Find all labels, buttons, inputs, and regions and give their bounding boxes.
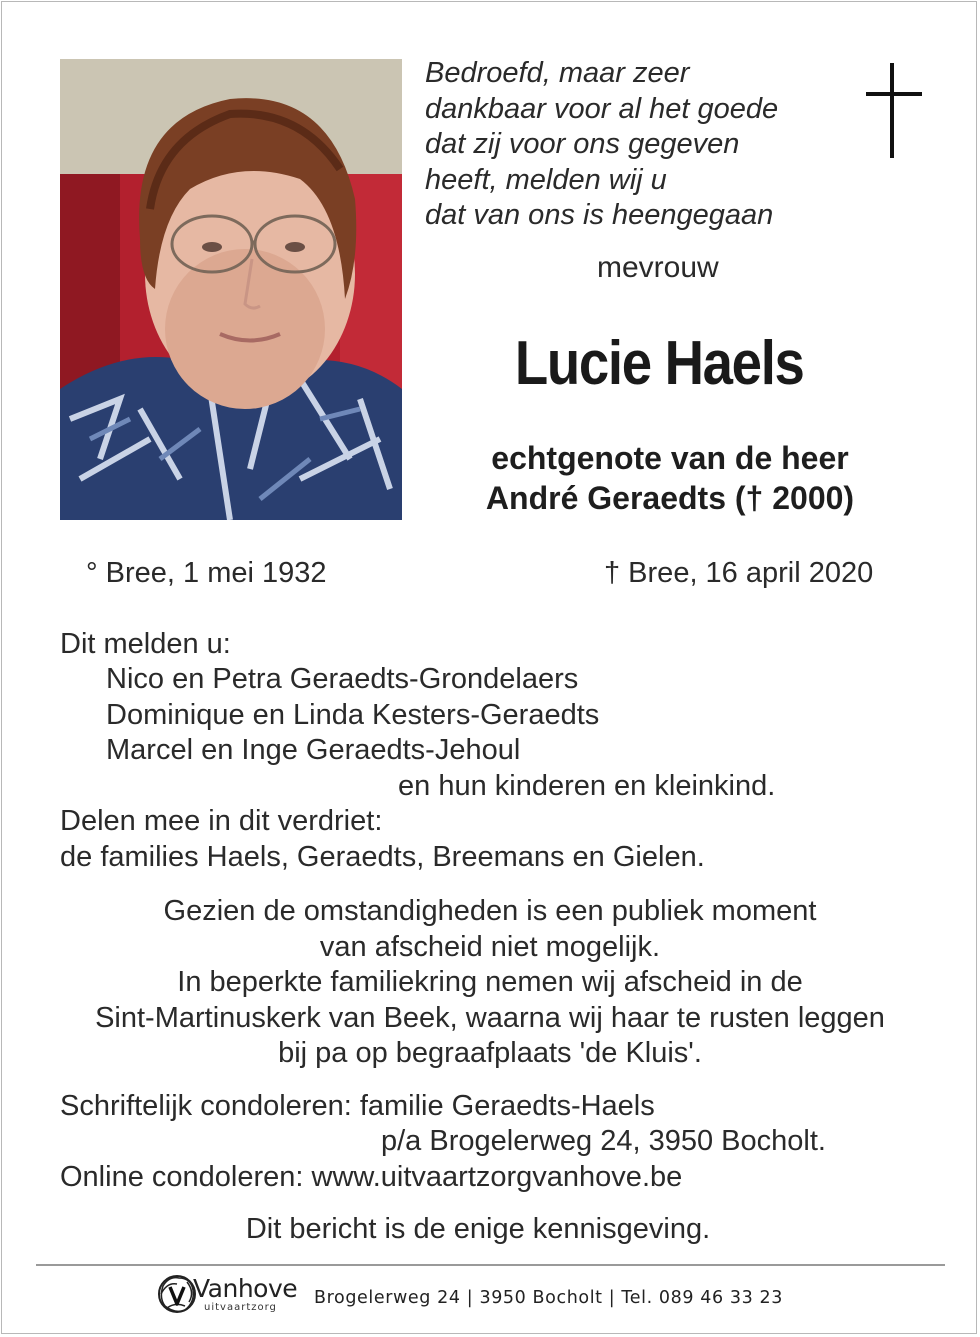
grandchildren-line: en hun kinderen en kleinkind. bbox=[398, 770, 776, 802]
footer-contact: Brogelerweg 24 | 3950 Bocholt | Tel. 089 46 33 23 bbox=[314, 1288, 784, 1308]
intro-line: dat van ons is heengegaan bbox=[425, 199, 774, 231]
intro-text bbox=[425, 56, 845, 234]
brand-subtitle: uitvaartzorg bbox=[204, 1302, 277, 1313]
brand-name: Vanhove bbox=[193, 1274, 298, 1303]
share-heading: Delen mee in dit verdriet: bbox=[60, 805, 383, 837]
family-member: Dominique en Linda Kesters-Geraedts bbox=[106, 699, 600, 731]
intro-line: dankbaar voor al het goede bbox=[425, 92, 779, 125]
intro-line: dat zij voor ons gegeven bbox=[425, 128, 740, 160]
family-member: Nico en Petra Geraedts-Grondelaers bbox=[106, 663, 579, 695]
families-line: de families Haels, Geraedts, Breemans en Gielen. bbox=[60, 841, 705, 873]
written-condolences: Schriftelijk condoleren: familie Geraedts-Haels bbox=[60, 1090, 655, 1122]
spouse-line: echtgenote van de heer bbox=[491, 440, 849, 476]
death-info: † Bree, 16 april 2020 bbox=[604, 557, 874, 589]
footer-divider bbox=[36, 1264, 945, 1266]
family-member: Marcel en Inge Geraedts-Jehoul bbox=[106, 734, 521, 766]
birth-info: ° Bree, 1 mei 1932 bbox=[86, 557, 327, 589]
intro-line: heeft, melden wij u bbox=[425, 163, 667, 196]
intro-line: Bedroefd, maar zeer bbox=[425, 57, 690, 89]
cross-icon bbox=[866, 63, 922, 159]
deceased-name: Lucie Haels bbox=[514, 329, 804, 398]
ceremony-line: Gezien de omstandigheden is een publiek moment bbox=[163, 895, 817, 927]
condolence-address: p/a Brogelerweg 24, 3950 Bocholt. bbox=[381, 1125, 826, 1157]
honorific: mevrouw bbox=[597, 251, 719, 284]
portrait-photo bbox=[60, 59, 402, 520]
family-heading: Dit melden u: bbox=[60, 628, 231, 660]
spouse-info bbox=[440, 438, 900, 518]
ceremony-text bbox=[40, 894, 940, 1072]
notice-line: Dit bericht is de enige kennisgeving. bbox=[245, 1213, 711, 1245]
ceremony-line: bij pa op begraafplaats 'de Kluis'. bbox=[278, 1037, 702, 1069]
spouse-line: André Geraedts († 2000) bbox=[485, 480, 855, 516]
ceremony-line: van afscheid niet mogelijk. bbox=[319, 930, 661, 963]
ceremony-line: In beperkte familiekring nemen wij afscheid in de bbox=[177, 966, 803, 998]
online-condolences: Online condoleren: www.uitvaartzorgvanhove.be bbox=[60, 1161, 683, 1193]
ceremony-line: Sint-Martinuskerk van Beek, waarna wij haar te rusten leggen bbox=[95, 1001, 885, 1034]
